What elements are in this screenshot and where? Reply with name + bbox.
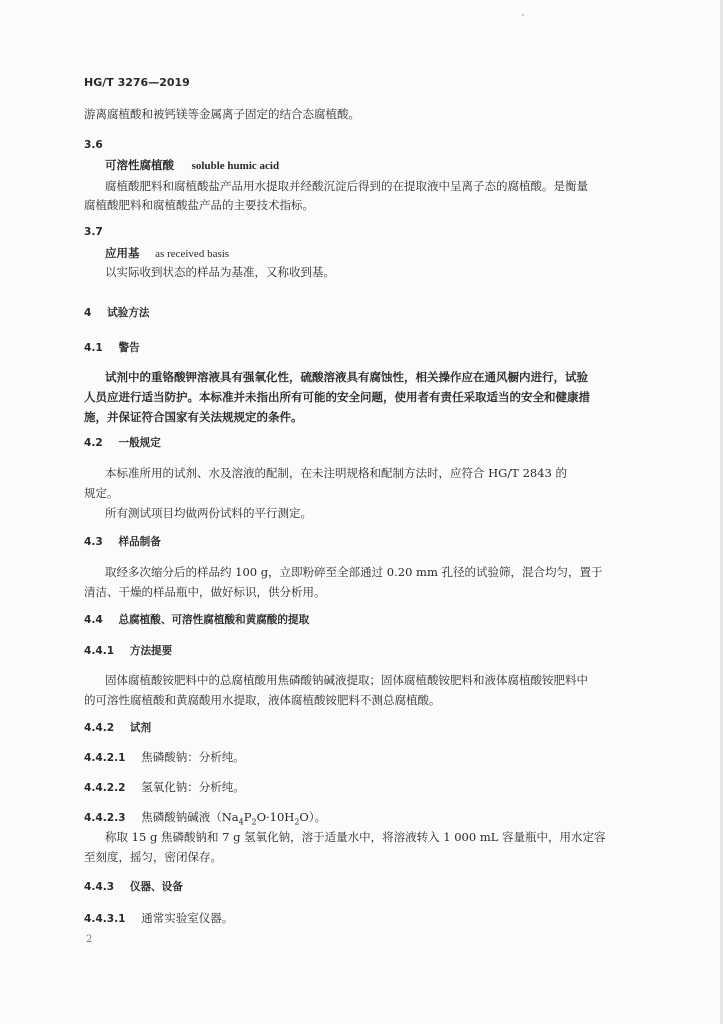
reagent-prep-line1: 称取 15 g 焦磷酸钠和 7 g 氢氧化钠，溶于适量水中，将溶液转入 1 000 mL 容量瓶中，用水定容 [105,830,606,844]
clause-4-2-heading [84,436,161,450]
general-line2: 规定。 [84,486,119,500]
clause-4-1-number: 4.1 [84,342,103,354]
continuation-line: 游离腐植酸和被钙镁等金属离子固定的结合态腐植酸。 [84,107,360,121]
clause-4-4-heading [84,613,309,627]
clause-4-2-number: 4.2 [84,437,103,449]
reagent-4-4-2-3 [84,810,326,825]
clause-4-4-3-number: 4.4.3 [84,881,115,893]
term-3-6 [105,158,279,173]
scan-speck [522,14,524,16]
clause-4-2-title: 一般规定 [118,437,161,449]
def-3-6-line2: 腐植酸肥料和腐植酸盐产品的主要技术指标。 [84,198,314,212]
sample-line1: 取经多次缩分后的样品约 100 g，立即粉碎至全部通过 0.20 mm 孔径的试验筛，混合均匀，置于 [105,565,603,579]
def-3-6-line1: 腐植酸肥料和腐植酸盐产品用水提取并经酸沉淀后得到的在提取液中呈离子态的腐植酸。是衡量 [105,179,588,193]
warning-line3: 施，并保证符合国家有关法规规定的条件。 [84,410,303,424]
clause-4-4-2-number: 4.4.2 [84,722,115,734]
term-3-6-cn: 可溶性腐植酸 [105,158,174,172]
reagent-4-4-2-1-text: 焦磷酸钠：分析纯。 [141,750,245,764]
clause-3-6-number: 3.6 [84,139,103,151]
clause-4-4-1-heading [84,644,172,658]
clause-4-4-1-number: 4.4.1 [84,645,115,657]
reagent-4-4-2-1 [84,750,245,765]
section-4-heading [84,306,149,320]
clause-4-3-heading [84,535,161,549]
term-3-7-en: as received basis [155,248,230,260]
warning-line2: 人员应进行适当防护。本标准并未指出所有可能的安全问题，使用者有责任采取适当的安全和健康措 [84,390,590,404]
equipment-4-4-3-1-number: 4.4.3.1 [84,913,126,925]
reagent-4-4-2-2 [84,780,245,795]
reagent-4-4-2-3-number: 4.4.2.3 [84,812,126,824]
reagent-4-4-2-1-number: 4.4.2.1 [84,752,126,764]
equipment-4-4-3-1-text: 通常实验室仪器。 [141,911,234,925]
clause-4-4-title: 总腐植酸、可溶性腐植酸和黄腐酸的提取 [118,614,310,626]
clause-4-4-2-heading [84,721,151,735]
general-line3: 所有测试项目均做两份试料的平行测定。 [105,506,312,520]
term-3-6-en: soluble humic acid [191,160,280,172]
term-3-7-cn: 应用基 [105,246,140,260]
clause-4-1-title: 警告 [118,342,140,354]
principle-line2: 的可溶性腐植酸和黄腐酸用水提取，液体腐植酸铵肥料不测总腐植酸。 [84,693,441,707]
clause-4-3-number: 4.3 [84,536,103,548]
term-3-7 [105,246,229,261]
principle-line1: 固体腐植酸铵肥料中的总腐植酸用焦磷酸钠碱液提取；固体腐植酸铵肥料和液体腐植酸铵肥料中 [105,673,588,687]
section-4-title: 试验方法 [107,307,150,319]
reagent-4-4-2-3-formula: 焦磷酸钠碱液$(Na_4P_2O\cdot 10H_2O)$。 [141,810,327,827]
section-4-number: 4 [84,307,92,319]
reagent-4-4-2-2-text: 氢氧化钠：分析纯。 [141,780,245,794]
page-number: 2 [86,934,93,945]
clause-4-4-1-title: 方法提要 [129,645,173,657]
clause-4-4-number: 4.4 [84,614,103,626]
clause-4-4-2-title: 试剂 [129,722,152,734]
sample-line2: 清洁、干燥的样品瓶中，做好标识，供分析用。 [84,585,326,599]
clause-4-3-title: 样品制备 [118,536,161,548]
general-line1: 本标准所用的试剂、水及溶液的配制，在未注明规格和配制方法时，应符合 HG/T 2843 的 [105,466,567,480]
reagent-prep-line2: 至刻度，摇匀，密闭保存。 [84,850,222,864]
standard-code: HG/T 3276—2019 [84,76,190,89]
clause-4-1-heading [84,341,140,355]
reagent-4-4-2-2-number: 4.4.2.2 [84,782,126,794]
equipment-4-4-3-1 [84,911,233,926]
def-3-7: 以实际收到状态的样品为基准，又称收到基。 [105,265,335,279]
clause-3-7-number: 3.7 [84,226,103,238]
clause-4-4-3-title: 仪器、设备 [129,881,183,893]
clause-4-4-3-heading [84,880,183,894]
warning-line1: 试剂中的重铬酸钾溶液具有强氧化性，硫酸溶液具有腐蚀性，相关操作应在通风橱内进行，试验 [105,370,588,384]
